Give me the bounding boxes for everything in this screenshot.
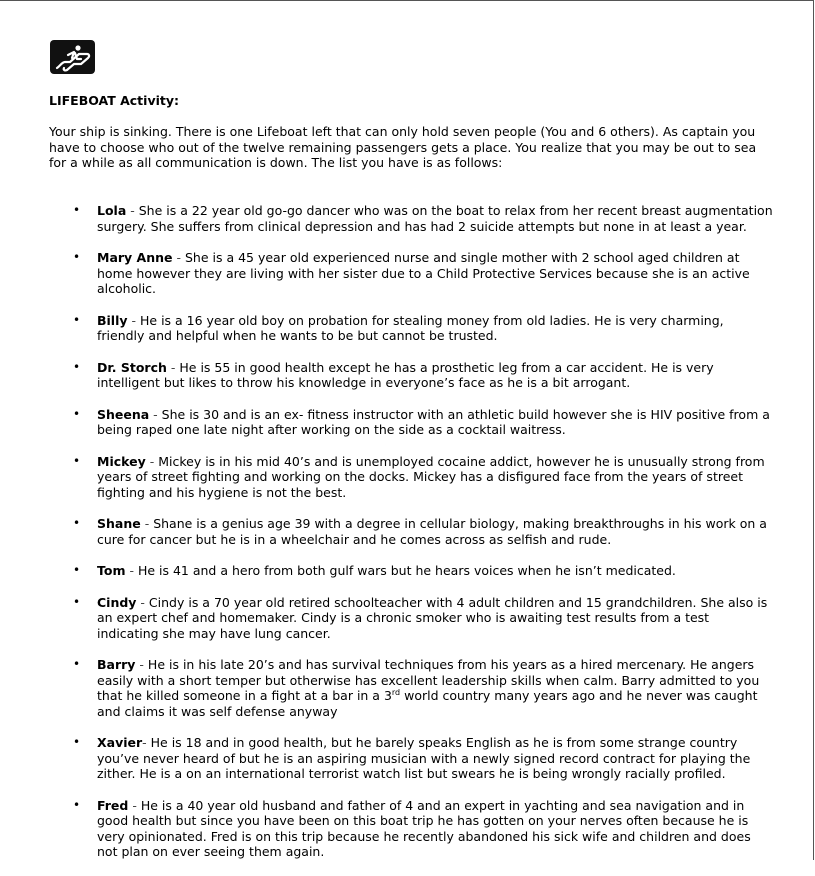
passenger-name: Tom bbox=[97, 563, 126, 578]
passenger-name: Dr. Storch bbox=[97, 359, 167, 375]
passenger-item-tom bbox=[73, 563, 773, 579]
passenger-item-barry bbox=[73, 657, 773, 719]
passenger-item-sheena bbox=[73, 407, 773, 438]
passenger-description: She is a 22 year old go-go dancer who was on the boat to relax from her recent breast augmentation surgery. She suffers from clinical depression and has had 2 suicide attempts but none in at least a year. bbox=[97, 203, 773, 234]
separator: - bbox=[126, 203, 139, 218]
passenger-description: Shane is a genius age 39 with a degree in cellular biology, making breakthroughs in his work on a cure for cancer but he is in a wheelchair and he comes across as selfish and rude. bbox=[97, 516, 767, 547]
bullet: • bbox=[73, 359, 81, 374]
ordinal-superscript: rd bbox=[391, 687, 401, 697]
passenger-item-fred bbox=[73, 798, 773, 860]
passenger-name: Billy bbox=[97, 312, 128, 328]
bullet: • bbox=[73, 250, 81, 264]
escalator-icon bbox=[50, 40, 95, 74]
passenger-description: He is 55 in good health except he has a prosthetic leg from a car accident. He is very intelligent but likes to throw his knowledge in everyone’s face as he is a bit arrogant. bbox=[97, 359, 714, 390]
passenger-name: Lola bbox=[97, 203, 127, 218]
passenger-name: Sheena bbox=[97, 406, 150, 422]
passenger-list bbox=[73, 203, 773, 876]
passenger-description: He is a 40 year old husband and father of 4 and an expert in yachting and sea navigation and in good health but since you have been on this boat trip he has gotten on your nerves often because he is very opinionated. Fred is on this trip because he recently abandoned his sick wife and children and does not plan on ever seeing them again. bbox=[97, 797, 751, 859]
bullet: • bbox=[73, 203, 81, 217]
passenger-name: Cindy bbox=[97, 594, 137, 610]
bullet: • bbox=[73, 797, 81, 812]
passenger-description: Mickey is in his mid 40’s and is unemployed cocaine addict, however he is unusually strong from years of street fighting and working on the docks. Mickey has a disfigured face from the years of street fighting and his hygiene is not the best. bbox=[97, 453, 765, 500]
separator: - bbox=[145, 453, 159, 469]
passenger-item-mickey bbox=[73, 454, 773, 501]
passenger-item-dr-storch bbox=[73, 360, 773, 391]
separator: - bbox=[135, 657, 148, 672]
bullet: • bbox=[73, 453, 81, 468]
separator: - bbox=[128, 797, 141, 813]
passenger-item-cindy bbox=[73, 595, 773, 642]
passenger-item-billy bbox=[73, 313, 773, 344]
passenger-description: He is 41 and a hero from both gulf wars but he hears voices when he isn’t medicated. bbox=[137, 563, 676, 578]
passenger-name: Barry bbox=[97, 657, 136, 672]
separator: - bbox=[166, 359, 180, 375]
separator: - bbox=[149, 406, 162, 422]
separator: - bbox=[172, 250, 185, 265]
separator: - bbox=[127, 312, 140, 328]
passenger-name: Fred bbox=[97, 797, 129, 813]
passenger-item-xavier bbox=[73, 735, 773, 782]
passenger-name: Shane bbox=[97, 516, 141, 531]
intro-paragraph: Your ship is sinking. There is one Lifeboat left that can only hold seven people (You and 6 others). As captain you have to choose who out of the twelve remaining passengers gets a place. You realize that you may be out to sea for a while as all communication is down. The list you have is as follows: bbox=[49, 124, 757, 170]
bullet: • bbox=[73, 516, 81, 530]
passenger-description: He is in his late 20’s and has survival techniques from his years as a hired mercenary. He angers easily with a short temper but otherwise has excellent leadership skills when calm. Barry admitted to you that he killed someone in a fight at a bar in a 3 bbox=[97, 657, 760, 703]
activity-heading: LIFEBOAT Activity: bbox=[49, 93, 179, 108]
bullet: • bbox=[73, 563, 81, 577]
separator: - bbox=[136, 594, 149, 610]
passenger-description: He is a 16 year old boy on probation for stealing money from old ladies. He is very charming, friendly and helpful when he wants to be but cannot be trusted. bbox=[97, 312, 724, 343]
passenger-description: She is 30 and is an ex- fitness instructor with an athletic build however she is HIV positive from a being raped one late night after working on the side as a cocktail waitress. bbox=[97, 406, 770, 437]
passenger-description: He is 18 and in good health, but he barely speaks English as he is from some strange country you’ve never heard of but he is an aspiring musician with a newly signed record contract for playing the zither. He is a on an international terrorist watch list but swears he is being wrongly racially profiled. bbox=[97, 735, 751, 781]
passenger-name: Xavier bbox=[97, 735, 143, 750]
bullet: • bbox=[73, 312, 81, 327]
separator: - bbox=[140, 516, 154, 531]
bullet: • bbox=[73, 406, 81, 421]
bullet: • bbox=[73, 594, 81, 609]
passenger-description: She is a 45 year old experienced nurse and single mother with 2 school aged children at home however they are living with her sister due to a Child Protective Services because she is an active alcoholic. bbox=[97, 250, 750, 296]
bullet: • bbox=[73, 735, 81, 749]
passenger-item-lola bbox=[73, 203, 773, 234]
passenger-name: Mickey bbox=[97, 453, 146, 469]
bullet: • bbox=[73, 657, 81, 671]
passenger-description-continued: world country many years ago and he never was caught and claims it was self defense anyway bbox=[97, 688, 758, 719]
separator: - bbox=[125, 563, 138, 578]
passenger-description: Cindy is a 70 year old retired schoolteacher with 4 adult children and 15 grandchildren. She also is an expert chef and homemaker. Cindy is a chronic smoker who is awaiting test results from a test indicating she may have lung cancer. bbox=[97, 594, 768, 641]
passenger-item-shane bbox=[73, 516, 773, 547]
passenger-name: Mary Anne bbox=[97, 250, 173, 265]
passenger-item-mary-anne bbox=[73, 250, 773, 297]
separator: - bbox=[142, 735, 151, 750]
